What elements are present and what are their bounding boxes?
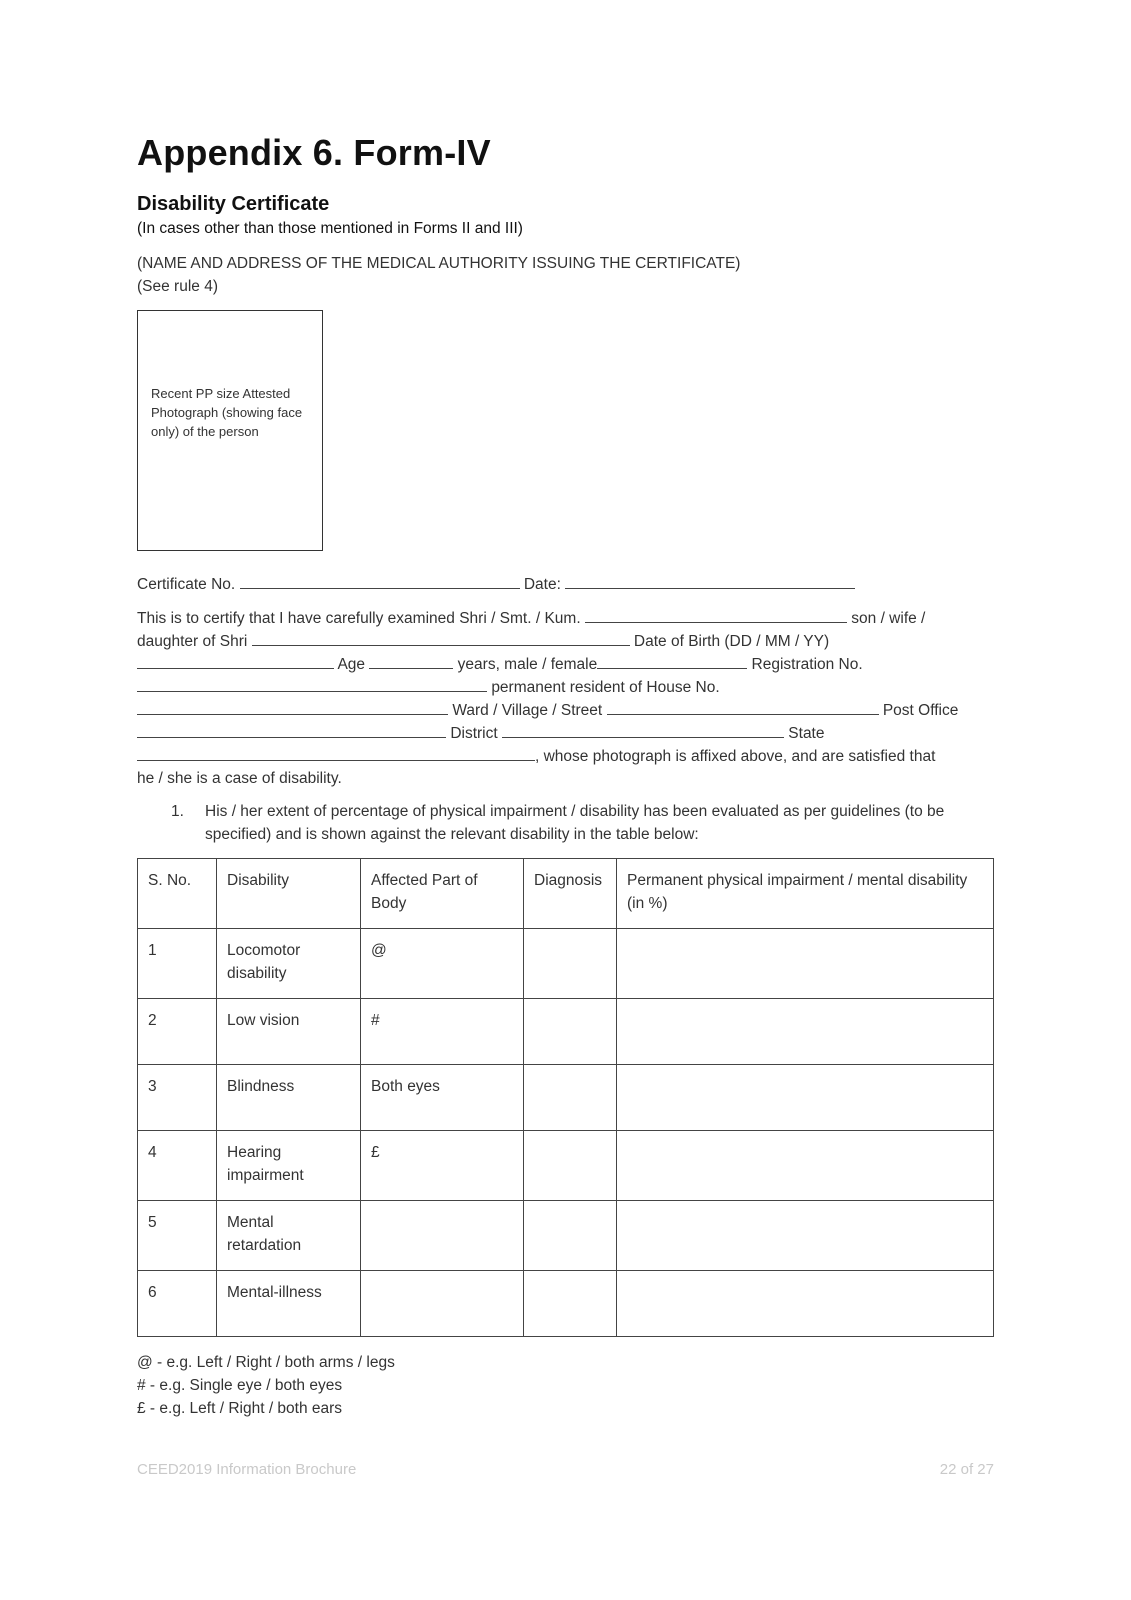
body-line-2: [137, 632, 829, 651]
cell-disability: Low vision: [217, 999, 361, 1065]
body-text: Date of Birth (DD / MM / YY): [633, 633, 830, 650]
cell-disability: Locomotor disability: [217, 929, 361, 999]
body-text: State: [788, 725, 825, 742]
table-row: [138, 1131, 994, 1201]
cell-affected-part[interactable]: #: [361, 999, 524, 1065]
cell-disability: Hearing impairment: [217, 1131, 361, 1201]
rule-line: (See rule 4): [137, 278, 218, 295]
body-text: daughter of Shri: [137, 633, 248, 650]
footnote-hash: # - e.g. Single eye / both eyes: [137, 1377, 343, 1394]
body-text: years, male / female: [457, 656, 598, 673]
cell-affected-part[interactable]: [361, 1271, 524, 1337]
cell-affected-part[interactable]: [361, 1201, 524, 1271]
body-text: Registration No.: [751, 656, 863, 673]
cell-percent[interactable]: [617, 1131, 994, 1201]
body-line-4: [137, 678, 720, 697]
photo-box[interactable]: [137, 310, 323, 551]
body-line-5: [137, 701, 958, 720]
cell-diagnosis[interactable]: [524, 999, 617, 1065]
footer-page-number: 22 of 27: [939, 1461, 994, 1478]
body-text: son / wife /: [851, 610, 926, 627]
body-text: This is to certify that I have carefully examined Shri / Smt. / Kum.: [137, 610, 581, 627]
date-field[interactable]: [565, 575, 855, 589]
date-label: Date:: [523, 576, 561, 593]
body-text: Age: [337, 656, 366, 673]
cell-affected-part[interactable]: @: [361, 929, 524, 999]
body-text: District: [450, 725, 498, 742]
cell-diagnosis[interactable]: [524, 1131, 617, 1201]
cell-percent[interactable]: [617, 999, 994, 1065]
body-line-1: [137, 609, 925, 628]
cert-no-label: Certificate No.: [137, 576, 236, 593]
cell-sno: 6: [138, 1271, 217, 1337]
cell-affected-part[interactable]: Both eyes: [361, 1065, 524, 1131]
table-row: [138, 929, 994, 999]
parent-name-field[interactable]: [252, 632, 630, 646]
cell-diagnosis[interactable]: [524, 929, 617, 999]
body-line-3: [137, 655, 863, 674]
ward-field[interactable]: [607, 701, 879, 715]
body-text: permanent resident of House No.: [491, 679, 720, 696]
post-office-field[interactable]: [137, 724, 446, 738]
footnote-at: @ - e.g. Left / Right / both arms / legs: [137, 1354, 395, 1371]
disability-table: [137, 858, 994, 1337]
photo-instructions: Recent PP size Attested Photograph (showing face only) of the person: [151, 386, 303, 439]
cell-sno: 4: [138, 1131, 217, 1201]
cell-diagnosis[interactable]: [524, 1201, 617, 1271]
header-diagnosis: Diagnosis: [524, 859, 617, 929]
body-line-8: he / she is a case of disability.: [137, 770, 342, 787]
list-number: 1.: [171, 803, 184, 820]
cell-disability: Blindness: [217, 1065, 361, 1131]
cell-percent[interactable]: [617, 1271, 994, 1337]
header-disability: Disability: [217, 859, 361, 929]
cell-affected-part[interactable]: £: [361, 1131, 524, 1201]
page-title: Appendix 6. Form-IV: [137, 132, 491, 173]
cell-disability: Mental-illness: [217, 1271, 361, 1337]
footnote-pound: £ - e.g. Left / Right / both ears: [137, 1400, 343, 1417]
table-row: [138, 1065, 994, 1131]
table-header-row: [138, 859, 994, 929]
cell-percent[interactable]: [617, 1065, 994, 1131]
form-subtitle: Disability Certificate: [137, 193, 330, 215]
header-percent: Permanent physical impairment / mental disability (in %): [617, 859, 994, 929]
cell-diagnosis[interactable]: [524, 1271, 617, 1337]
registration-field[interactable]: [137, 678, 487, 692]
cell-percent[interactable]: [617, 929, 994, 999]
dob-field[interactable]: [137, 655, 334, 669]
body-text: Ward / Village / Street: [452, 702, 603, 719]
header-affected-part: Affected Part of Body: [361, 859, 524, 929]
cert-no-field[interactable]: [240, 575, 520, 589]
cell-sno: 3: [138, 1065, 217, 1131]
cell-diagnosis[interactable]: [524, 1065, 617, 1131]
list-text: His / her extent of percentage of physical impairment / disability has been evaluated as per guidelines (to be specified) and is shown against the relevant disability in the table below:: [205, 803, 945, 843]
body-line-6: [137, 724, 825, 743]
certificate-line: [137, 575, 855, 594]
table-row: [138, 999, 994, 1065]
cell-percent[interactable]: [617, 1201, 994, 1271]
state-field[interactable]: [137, 747, 535, 761]
footer-brochure-title: CEED2019 Information Brochure: [137, 1461, 357, 1478]
district-field[interactable]: [502, 724, 784, 738]
cell-sno: 5: [138, 1201, 217, 1271]
cell-sno: 1: [138, 929, 217, 999]
cell-disability: Mental retardation: [217, 1201, 361, 1271]
form-note: (In cases other than those mentioned in Forms II and III): [137, 220, 523, 237]
table-row: [138, 1271, 994, 1337]
header-sno: S. No.: [138, 859, 217, 929]
name-field[interactable]: [585, 609, 847, 623]
body-text: , whose photograph is affixed above, and are satisfied that: [535, 748, 936, 765]
body-line-7: [137, 747, 935, 766]
cell-sno: 2: [138, 999, 217, 1065]
gender-field[interactable]: [597, 655, 747, 669]
age-field[interactable]: [369, 655, 453, 669]
house-no-field[interactable]: [137, 701, 448, 715]
table-row: [138, 1201, 994, 1271]
authority-line: (NAME AND ADDRESS OF THE MEDICAL AUTHORITY ISSUING THE CERTIFICATE): [137, 255, 741, 272]
body-text: Post Office: [882, 702, 959, 719]
